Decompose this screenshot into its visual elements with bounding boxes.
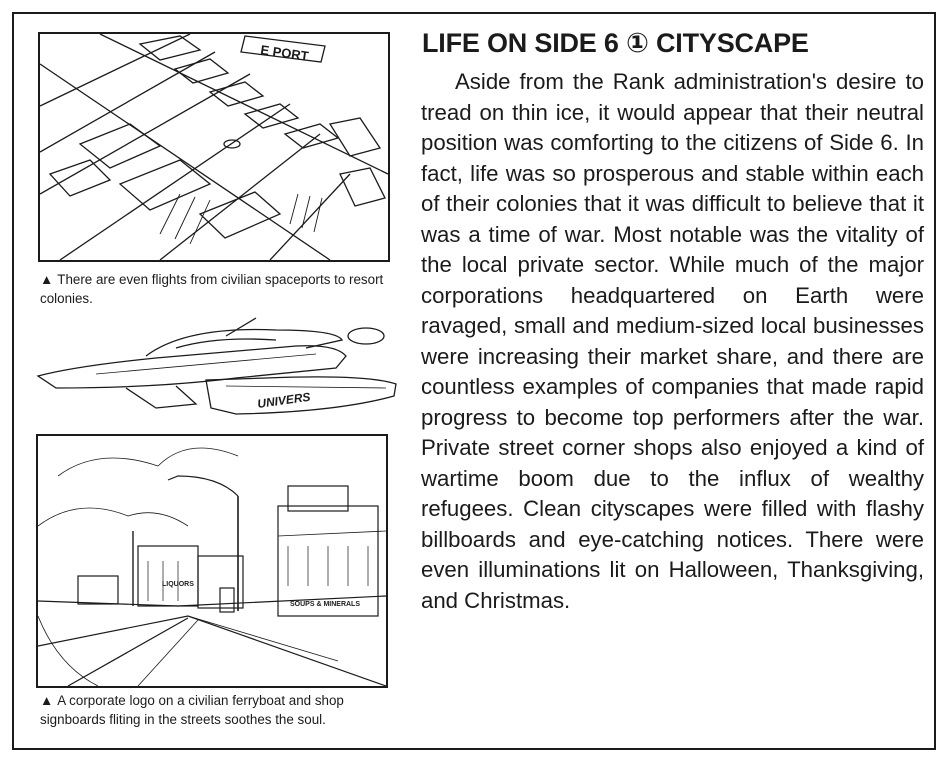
- triangle-marker-icon: ▲: [40, 693, 54, 708]
- triangle-marker-icon: ▲: [40, 272, 54, 287]
- spaceport-sign: E PORT: [259, 42, 310, 64]
- city-street-caption: [40, 691, 396, 729]
- spaceport-illustration: [38, 32, 390, 262]
- article-body: Aside from the Rank administration's desire to tread on thin ice, it would appear that their neutral position was comforting to the citizens of Side 6. In fact, life was so prosperous and stable within each of their colonies that it was difficult to believe that it was a time of war. Most notable was the vitality of the local private sector. While much of the major corporations headquartered on Earth were ravaged, small and medium-sized local businesses were increasing their market share, and there are countless examples of companies that made rapid progress to become top performers after the war. Private street corner shops also enjoyed a kind of wartime boom due to the influx of wealthy refugees. Clean cityscapes were filled with flashy billboards and eye-catching notices. There were even illuminations lit on Halloween, Thanksgiving, and Christmas.: [421, 69, 924, 613]
- ferryboat-linework: [38, 318, 396, 414]
- article-title: LIFE ON SIDE 6 ① CITYSCAPE: [422, 28, 809, 58]
- ferryboat-illustration: [36, 316, 398, 422]
- city-street-illustration: [36, 434, 388, 688]
- caption-text: A corporate logo on a civilian ferryboat and shop signboards fliting in the streets soothes the soul.: [40, 693, 344, 727]
- shop-sign-liquors: LIQUORS: [162, 581, 194, 588]
- caption-text: There are even flights from civilian spaceports to resort colonies.: [40, 272, 384, 306]
- ferry-logo: UNIVERS: [256, 389, 312, 411]
- spaceport-caption: [40, 270, 396, 308]
- city-street-linework: [38, 448, 386, 686]
- shop-sign-soups: SOUPS & MINERALS: [290, 601, 361, 608]
- spaceport-linework: [40, 34, 388, 260]
